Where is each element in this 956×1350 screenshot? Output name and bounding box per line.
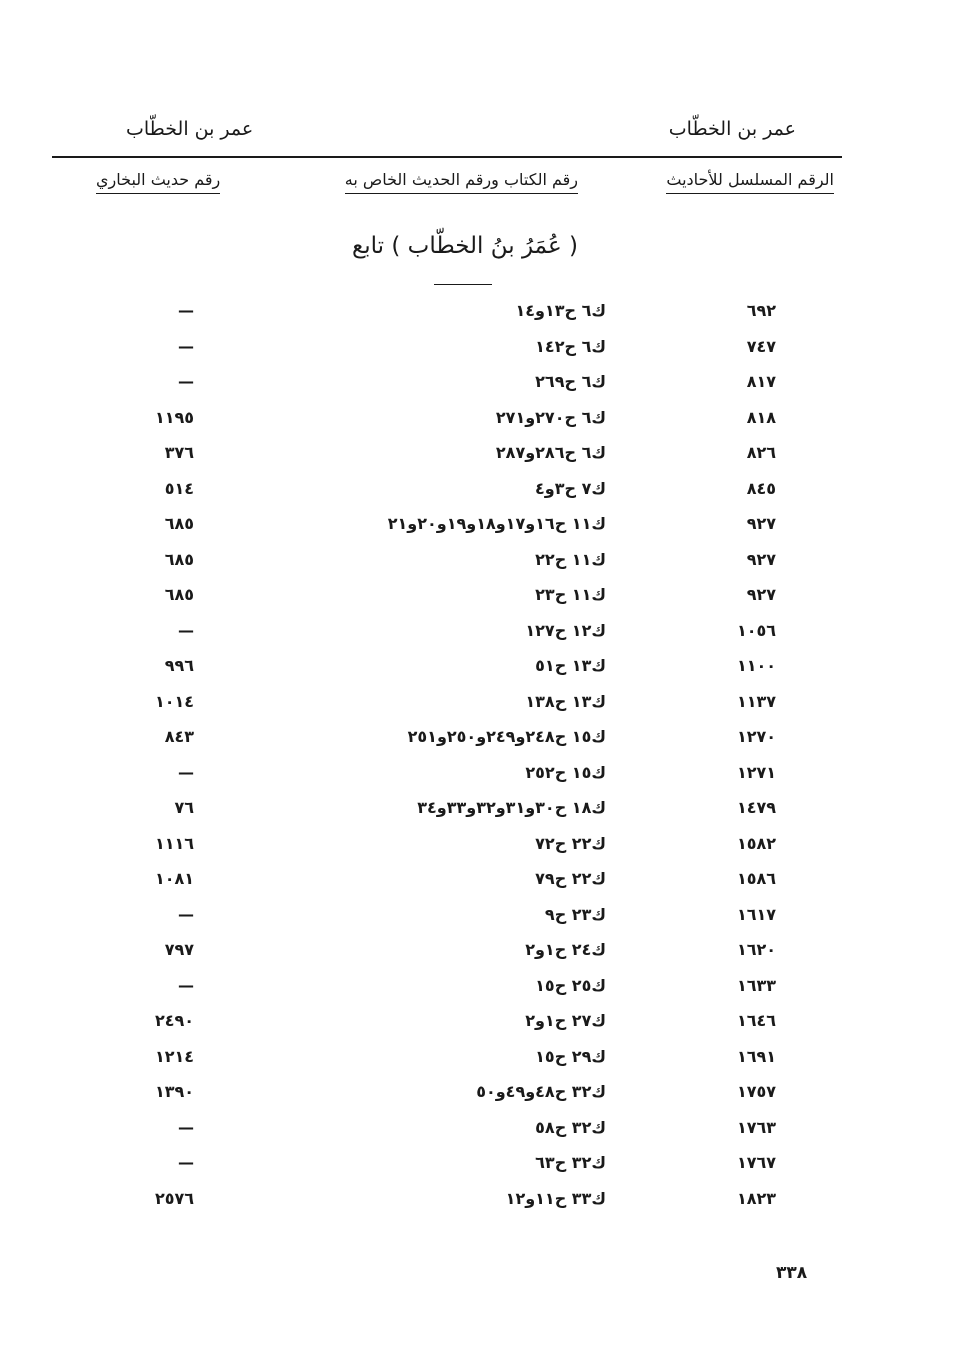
index-table — [0, 297, 956, 1220]
table-row — [0, 759, 956, 795]
page-number: ٣٣٨ — [776, 1263, 808, 1283]
table-row — [0, 1007, 956, 1043]
table-row — [0, 1149, 956, 1185]
section-title-rule — [434, 284, 492, 285]
bukhari-cell: — — [178, 762, 194, 782]
serial-cell: ٧٤٧ — [746, 336, 776, 356]
table-row — [0, 581, 956, 617]
header-rule — [52, 156, 842, 158]
book-hadith-cell: ك١١ ح١٦و١٧و١٨و١٩و٢٠و٢١ — [387, 514, 606, 533]
table-row — [0, 972, 956, 1008]
serial-cell: ١٠٥٦ — [736, 620, 776, 640]
serial-cell: ١٦٩١ — [736, 1046, 776, 1066]
table-row — [0, 439, 956, 475]
table-row — [0, 1078, 956, 1114]
book-hadith-cell: ك٢٢ ح٧٩ — [535, 869, 606, 888]
serial-cell: ١٢٧٠ — [736, 727, 776, 746]
book-hadith-cell: ك٢٧ ح١و٢ — [525, 1011, 606, 1030]
running-head-right: عمر بن الخطّاب — [668, 118, 796, 140]
serial-cell: ٩٢٧ — [746, 585, 776, 604]
book-hadith-cell: ك١٣ ح١٣٨ — [525, 691, 606, 711]
serial-cell: ١٨٢٣ — [736, 1188, 776, 1208]
bukhari-cell: ٦٨٥ — [164, 514, 194, 533]
table-row — [0, 404, 956, 440]
book-hadith-cell: ك٦ ح٢٦٩ — [535, 372, 606, 391]
book-hadith-cell: ك٣٣ ح١١و١٢ — [505, 1188, 606, 1208]
book-hadith-cell: ك١٣ ح٥١ — [535, 656, 606, 675]
book-hadith-cell: ك٦ ح١٤٢ — [535, 336, 606, 356]
bukhari-cell: ٨٤٣ — [164, 727, 194, 746]
book-hadith-cell: ك٢٢ ح٧٢ — [535, 833, 606, 853]
table-row — [0, 617, 956, 653]
book-hadith-cell: ك٧ ح٣و٤ — [534, 478, 606, 498]
column-header-book-hadith: رقم الكتاب ورقم الحديث الخاص به — [345, 170, 578, 194]
bukhari-cell: ٦٨٥ — [164, 549, 194, 569]
book-hadith-cell: ك٢٣ ح٩ — [544, 904, 606, 924]
serial-cell: ٩٢٧ — [746, 514, 776, 533]
serial-cell: ١٦٣٣ — [736, 975, 776, 995]
bukhari-cell: — — [178, 301, 194, 320]
serial-cell: ١٢٧١ — [736, 762, 776, 782]
serial-cell: ١٦١٧ — [736, 904, 776, 924]
column-header-serial: الرقم المسلسل للأحاديث — [666, 170, 834, 194]
serial-cell: ٩٢٧ — [746, 549, 776, 569]
book-hadith-cell: ك٦ ح٢٧٠و٢٧١ — [495, 407, 606, 427]
table-row — [0, 652, 956, 688]
serial-cell: ١٦٤٦ — [736, 1011, 776, 1030]
table-row — [0, 333, 956, 369]
serial-cell: ٨٢٦ — [746, 443, 776, 462]
bukhari-cell: — — [178, 336, 194, 356]
serial-cell: ١٧٦٧ — [736, 1153, 776, 1172]
book-hadith-cell: ك١١ ح٢٣ — [535, 585, 606, 604]
table-row — [0, 1114, 956, 1150]
book-hadith-cell: ك٦ ح١٣و١٤ — [515, 301, 606, 320]
table-row — [0, 688, 956, 724]
bukhari-cell: ٥١٤ — [164, 478, 194, 498]
serial-cell: ١١٣٧ — [736, 691, 776, 711]
table-row — [0, 475, 956, 511]
table-row — [0, 297, 956, 333]
serial-cell: ١٦٢٠ — [736, 940, 776, 959]
table-row — [0, 901, 956, 937]
bukhari-cell: ١٠٨١ — [154, 869, 194, 888]
table-row — [0, 794, 956, 830]
bukhari-cell: ٦٨٥ — [164, 585, 194, 604]
serial-cell: ٨١٨ — [746, 407, 776, 427]
book-hadith-cell: ك٣٢ ح٥٨ — [535, 1117, 606, 1137]
serial-cell: ١٧٥٧ — [736, 1082, 776, 1101]
bukhari-cell: — — [178, 372, 194, 391]
bukhari-cell: ١٢١٤ — [154, 1046, 194, 1066]
table-row — [0, 510, 956, 546]
table-row — [0, 936, 956, 972]
table-row — [0, 723, 956, 759]
serial-cell: ١٥٨٦ — [736, 869, 776, 888]
column-header-bukhari: رقم حديث البخاري — [96, 170, 220, 194]
table-row — [0, 830, 956, 866]
serial-cell: ٨١٧ — [746, 372, 776, 391]
bukhari-cell: — — [178, 975, 194, 995]
bukhari-cell: ٢٤٩٠ — [154, 1011, 194, 1030]
book-hadith-cell: ك٢٩ ح١٥ — [535, 1046, 606, 1066]
book-hadith-cell: ك١٢ ح١٢٧ — [525, 620, 606, 640]
table-row — [0, 1185, 956, 1221]
bukhari-cell: ٩٩٦ — [164, 656, 194, 675]
bukhari-cell: ٧٦ — [174, 798, 194, 817]
table-row — [0, 865, 956, 901]
book-hadith-cell: ك١٨ ح٣٠و٣١و٣٢و٣٣و٣٤ — [417, 798, 606, 817]
book-hadith-cell: ك٢٥ ح١٥ — [535, 975, 606, 995]
bukhari-cell: ١٠١٤ — [154, 691, 194, 711]
serial-cell: ١٥٨٢ — [736, 833, 776, 853]
section-title: ( عُمَرُ بنُ الخطّاب ) تابع — [352, 233, 578, 259]
running-head-left: عمر بن الخطّاب — [126, 118, 254, 140]
serial-cell: ١٧٦٣ — [736, 1117, 776, 1137]
book-hadith-cell: ك١١ ح٢٢ — [535, 549, 606, 569]
bukhari-cell: — — [178, 904, 194, 924]
book-hadith-cell: ك٣٢ ح٤٨و٤٩و٥٠ — [476, 1082, 606, 1101]
table-row — [0, 368, 956, 404]
book-hadith-cell: ك١٥ ح٢٥٢ — [525, 762, 606, 782]
bukhari-cell: — — [178, 1153, 194, 1172]
serial-cell: ٨٤٥ — [746, 478, 776, 498]
bukhari-cell: ٧٩٧ — [164, 940, 194, 959]
serial-cell: ٦٩٢ — [746, 301, 776, 320]
bukhari-cell: ١١١٦ — [154, 833, 194, 853]
bukhari-cell: — — [178, 620, 194, 640]
book-hadith-cell: ك٦ ح٢٨٦و٢٨٧ — [495, 443, 606, 462]
bukhari-cell: — — [178, 1117, 194, 1137]
book-hadith-cell: ك٣٢ ح٦٣ — [535, 1153, 606, 1172]
serial-cell: ١٤٧٩ — [736, 798, 776, 817]
book-hadith-cell: ك١٥ ح٢٤٨و٢٤٩و٢٥٠و٢٥١ — [407, 727, 606, 746]
book-hadith-cell: ك٢٤ ح١و٢ — [525, 940, 606, 959]
table-row — [0, 1043, 956, 1079]
bukhari-cell: ١٣٩٠ — [154, 1082, 194, 1101]
table-row — [0, 546, 956, 582]
bukhari-cell: ٢٥٧٦ — [154, 1188, 194, 1208]
bukhari-cell: ١١٩٥ — [154, 407, 194, 427]
bukhari-cell: ٣٧٦ — [164, 443, 194, 462]
serial-cell: ١١٠٠ — [736, 656, 776, 675]
